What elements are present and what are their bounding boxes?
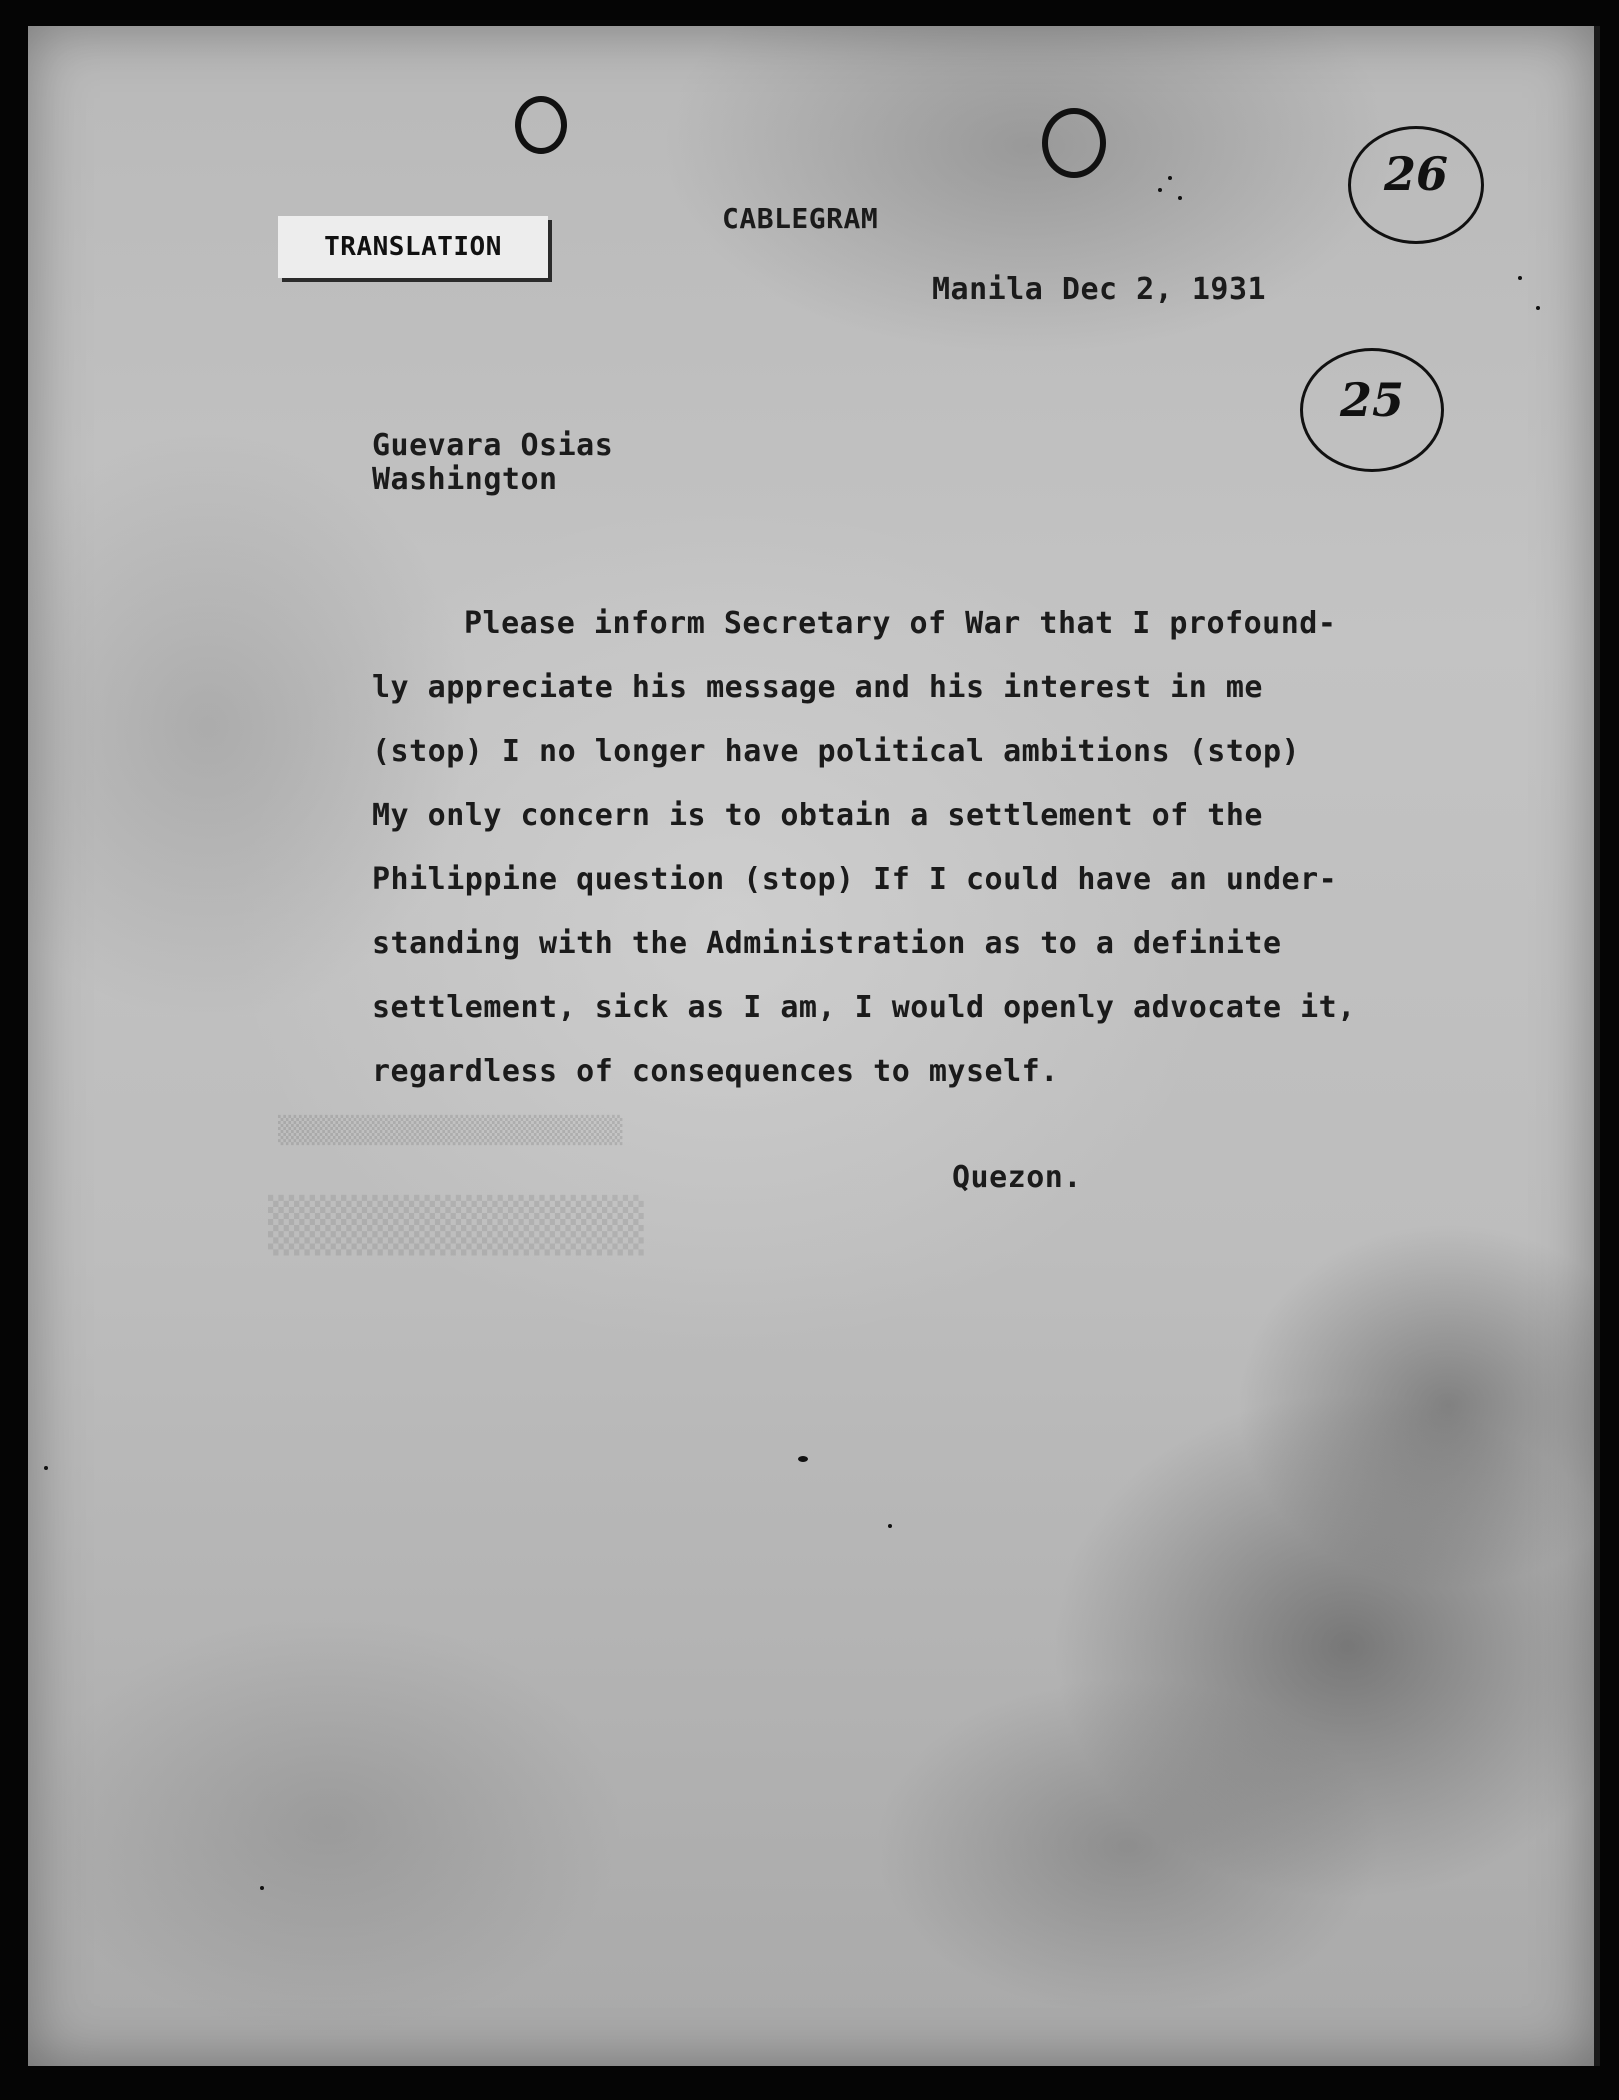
dust-speck (888, 1524, 892, 1528)
dust-speck (798, 1456, 808, 1462)
dust-speck (1168, 176, 1172, 180)
folio-mark-second: 25 (1339, 373, 1404, 427)
translation-label (278, 216, 548, 278)
body-line: (stop) I no longer have political ambitions (stop) (372, 734, 1301, 769)
body-line: standing with the Administration as to a definite (372, 926, 1282, 961)
date-line: Manila Dec 2, 1931 (932, 272, 1267, 307)
dust-speck (1536, 306, 1540, 310)
punch-hole (515, 96, 567, 154)
bleed-through-stamp: ▒▒▒▒▒▒▒▒▒▒▒▒ (268, 1196, 644, 1256)
folio-mark-top: 26 (1383, 147, 1448, 201)
punch-hole (1042, 108, 1106, 178)
folio-mark-circle (1348, 126, 1484, 244)
signature: Quezon. (952, 1160, 1082, 1195)
dust-speck (1158, 188, 1162, 192)
body-line: Philippine question (stop) If I could have an under- (372, 862, 1338, 897)
document-header: CABLEGRAM (722, 202, 879, 235)
body-line: regardless of consequences to myself. (372, 1054, 1059, 1089)
folio-mark-circle (1300, 348, 1444, 472)
body-line: settlement, sick as I am, I would openly advocate it, (372, 990, 1356, 1025)
document-page (28, 26, 1600, 2066)
recipient-location: Washington (372, 462, 558, 497)
recipient-name: Guevara Osias (372, 428, 614, 463)
dust-speck (1178, 196, 1182, 200)
bleed-through-text: ▒▒▒▒▒▒▒▒▒▒▒▒▒▒▒▒▒▒▒▒▒▒ (278, 1116, 623, 1146)
dust-speck (1518, 276, 1522, 280)
body-line: ly appreciate his message and his interest in me (372, 670, 1263, 705)
translation-label-text: TRANSLATION (324, 232, 502, 262)
dust-speck (44, 1466, 48, 1470)
body-line: Please inform Secretary of War that I profound- (464, 606, 1337, 641)
dust-speck (260, 1886, 264, 1890)
body-line: My only concern is to obtain a settlement of the (372, 798, 1263, 833)
